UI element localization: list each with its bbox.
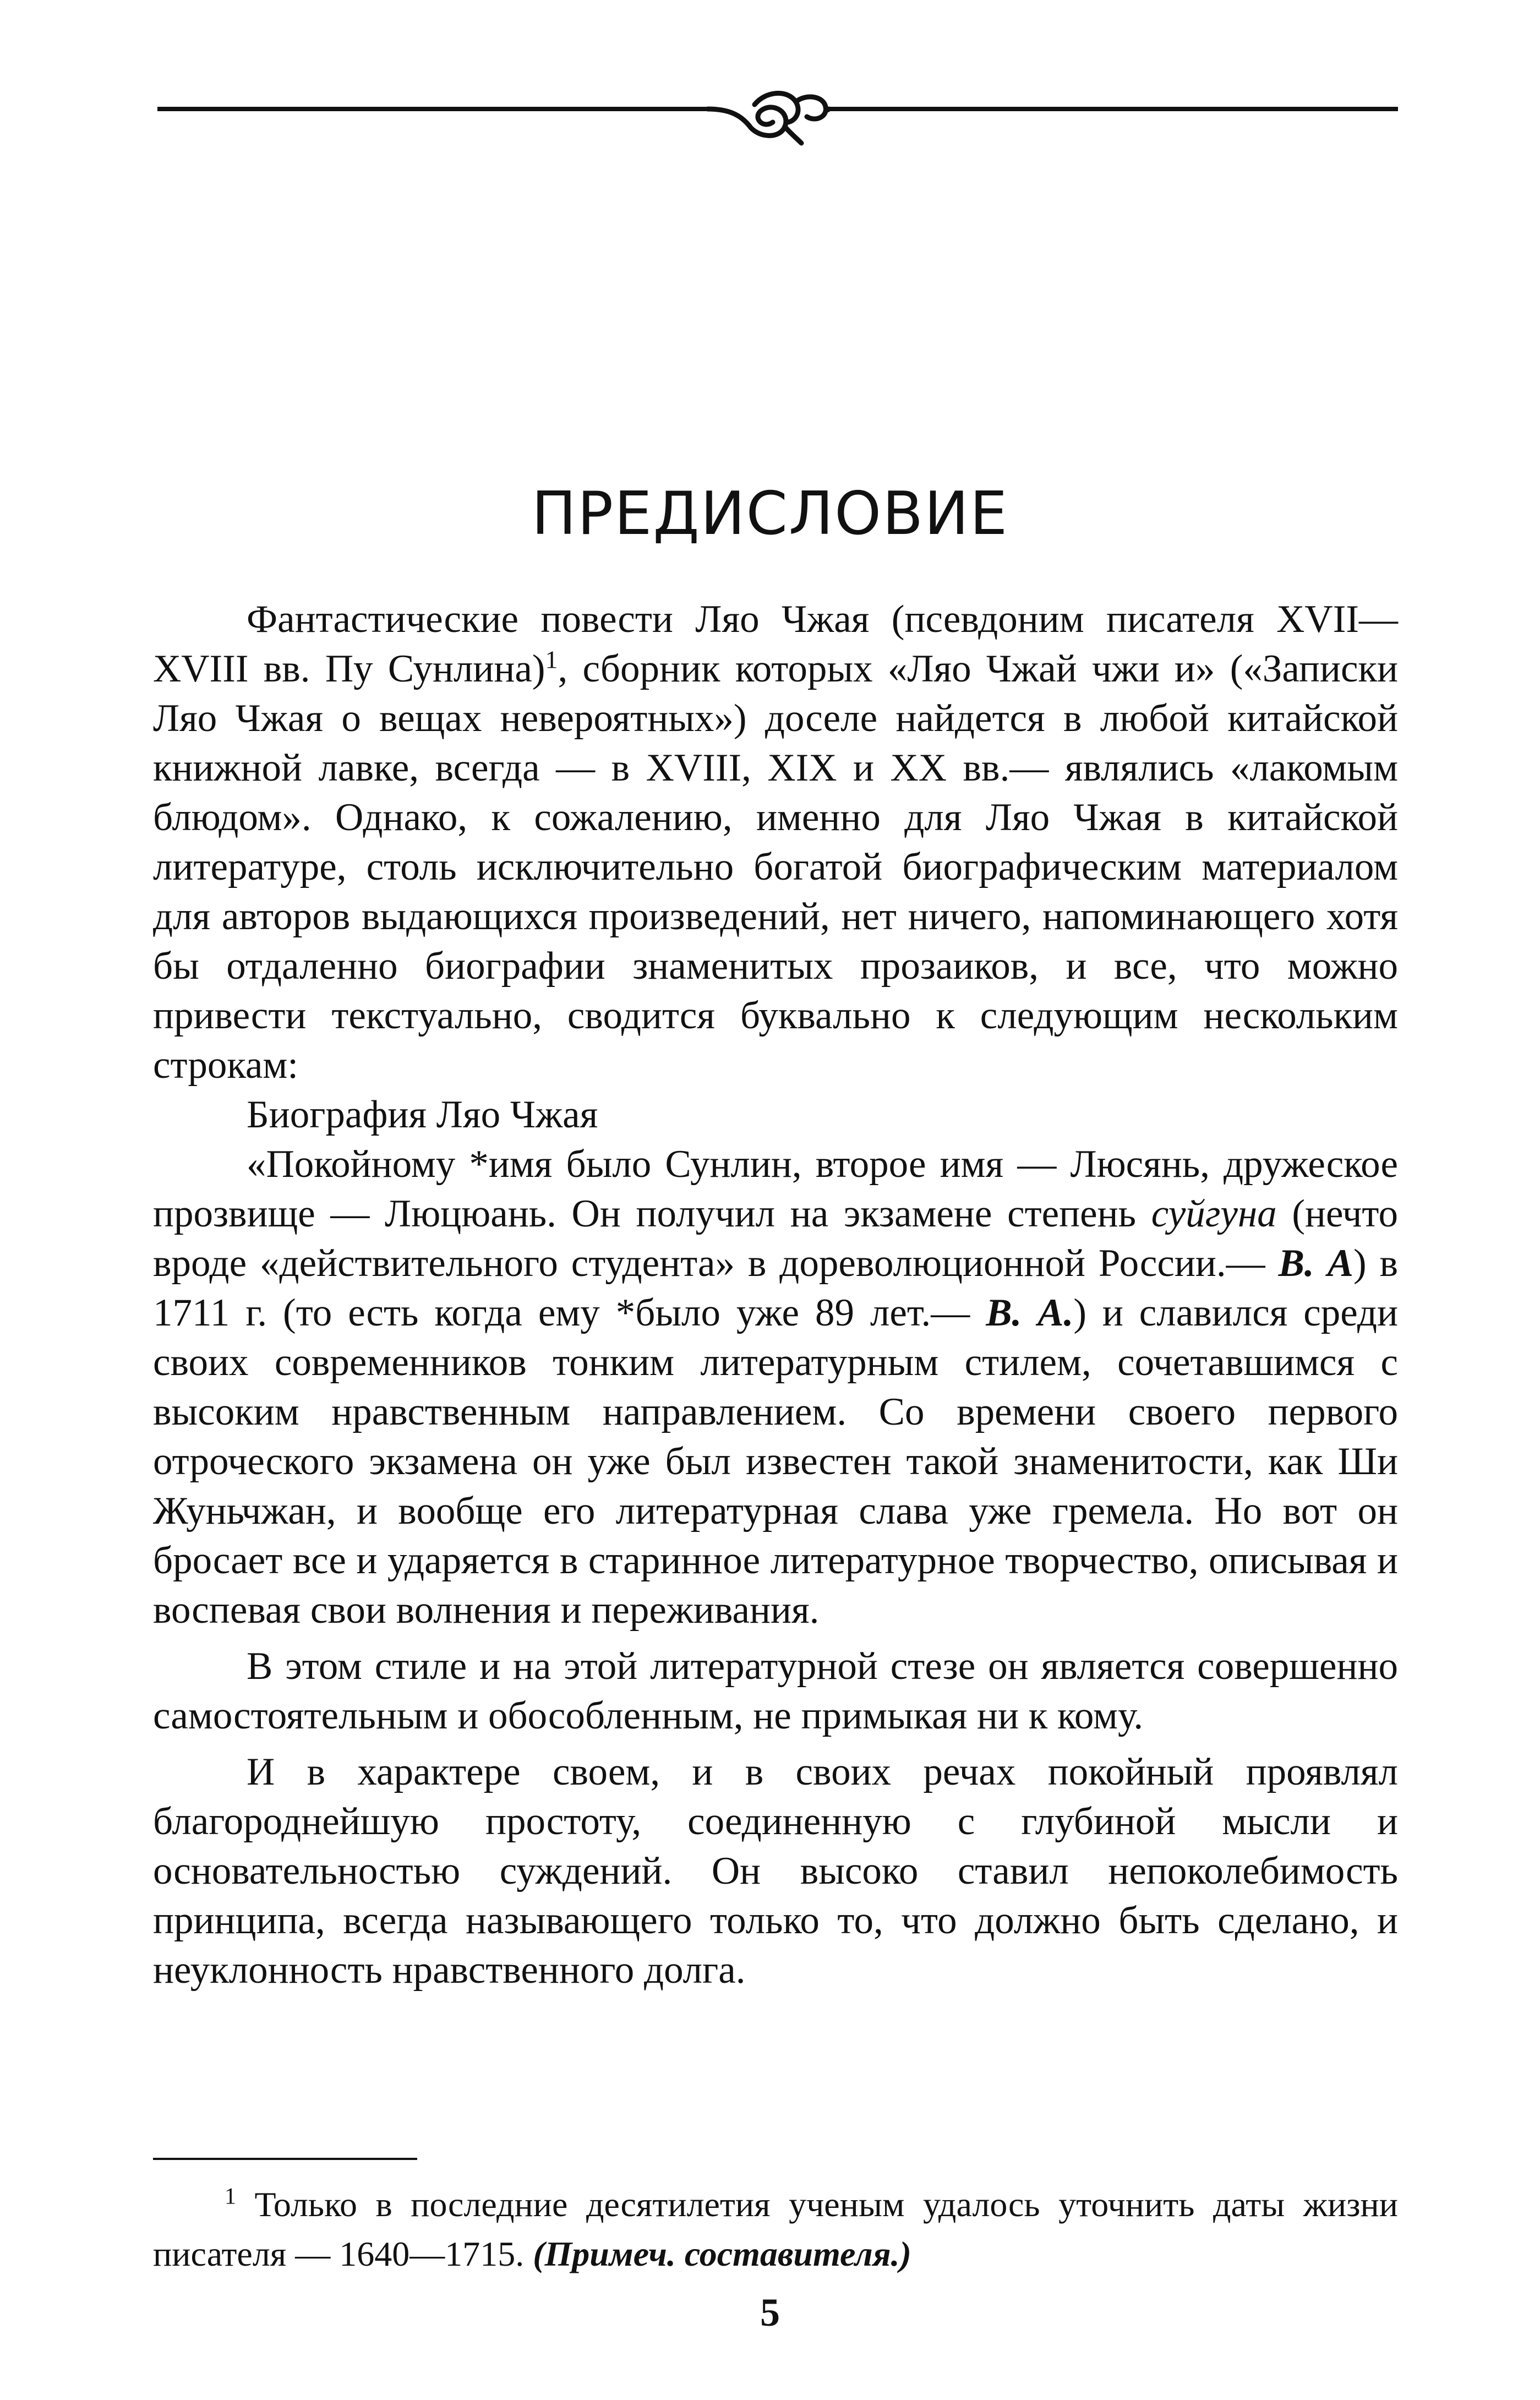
editor-initials-1: В. А	[1278, 1242, 1353, 1285]
paragraph-1-continuation: , сборник которых «Ляо Чжай чжи и» («Записки Ляо Чжая о вещах невероятных») доселе найдется в любой китайской книжной лавке, всегда — в XVIII, XIX и XX вв.— являлись «лакомым блюдом». Однако, к сожалению, именно для Ляо Чжая в китайской литературе, столь исключительно богатой биографическим материалом для авторов выдающихся произведений, нет ничего, напоминающего хотя бы отдаленно биографии знаменитых прозаиков, и все, что можно привести текстуально, сводится буквально к следующим нескольким строкам:	[153, 647, 1398, 1087]
paragraph-4: В этом стиле и на этой литературной стезе он является совершенно самостоятельным и обособленным, не примыкая ни к кому.	[153, 1645, 1398, 1737]
footnote-reference: 1	[545, 645, 558, 674]
header-ornament	[157, 83, 1398, 149]
paragraph-3-part-b: (нечто вроде «действительного студента» в дореволюционной России.—	[153, 1192, 1399, 1285]
paragraph-3-part-c: ) в 1711 г. (то есть когда ему *было уже 89 лет.—	[153, 1242, 1399, 1334]
biography-heading: Биография Ляо Чжая	[247, 1093, 598, 1136]
paragraph-3	[153, 1139, 1398, 1635]
paragraph-1	[153, 594, 1398, 1090]
footnote	[153, 2180, 1398, 2279]
editor-initials-2: В. А.	[986, 1291, 1074, 1334]
paragraph-3-part-d: ) и славился среди своих современников тонким литературным стилем, сочетавшимся с высоким нравственным направлением. Со времени своего первого отроческого экзамена он уже был известен такой знаменитости, как Ши Жуньчжан, и вообще его литературная слава уже гремела. Но вот он бросает все и ударяется в старинное литературное творчество, описывая и воспевая свои волнения и переживания.	[153, 1291, 1398, 1632]
body-text	[153, 594, 1398, 1995]
footnote-divider	[153, 2158, 417, 2160]
paragraph-3-part-a: «Покойному *имя было Сунлин, второе имя — Люсянь, дружеское прозвище — Люцюань. Он получил на экзамене степень	[153, 1143, 1398, 1235]
footnote-italic-note: (Примеч. составителя.)	[533, 2234, 911, 2273]
page-number: 5	[760, 2290, 780, 2334]
paragraph-5: И в характере своем, и в своих речах покойный проявлял благороднейшую простоту, соединенную с глубиной мысли и основательностью суждений. Он высоко ставил непоколебимость принципа, всегда называющего только то, что должно быть сделано, и неуклонность нравственного долга.	[153, 1750, 1398, 1992]
paragraph-1-text: Фантастические повести Ляо Чжая (псевдоним писателя XVII—XVIII вв. Пу Сунлина)	[153, 598, 1398, 690]
paragraph-3-italic-term: суйгуна	[1151, 1192, 1277, 1235]
page-title: ПРЕДИСЛОВИЕ	[531, 479, 1009, 548]
footnote-text: Только в последние десятилетия ученым удалось уточнить даты жизни писателя — 1640—1715.	[153, 2185, 1399, 2273]
footnote-paragraph	[153, 2180, 1398, 2279]
footnote-mark: 1	[225, 2184, 236, 2210]
